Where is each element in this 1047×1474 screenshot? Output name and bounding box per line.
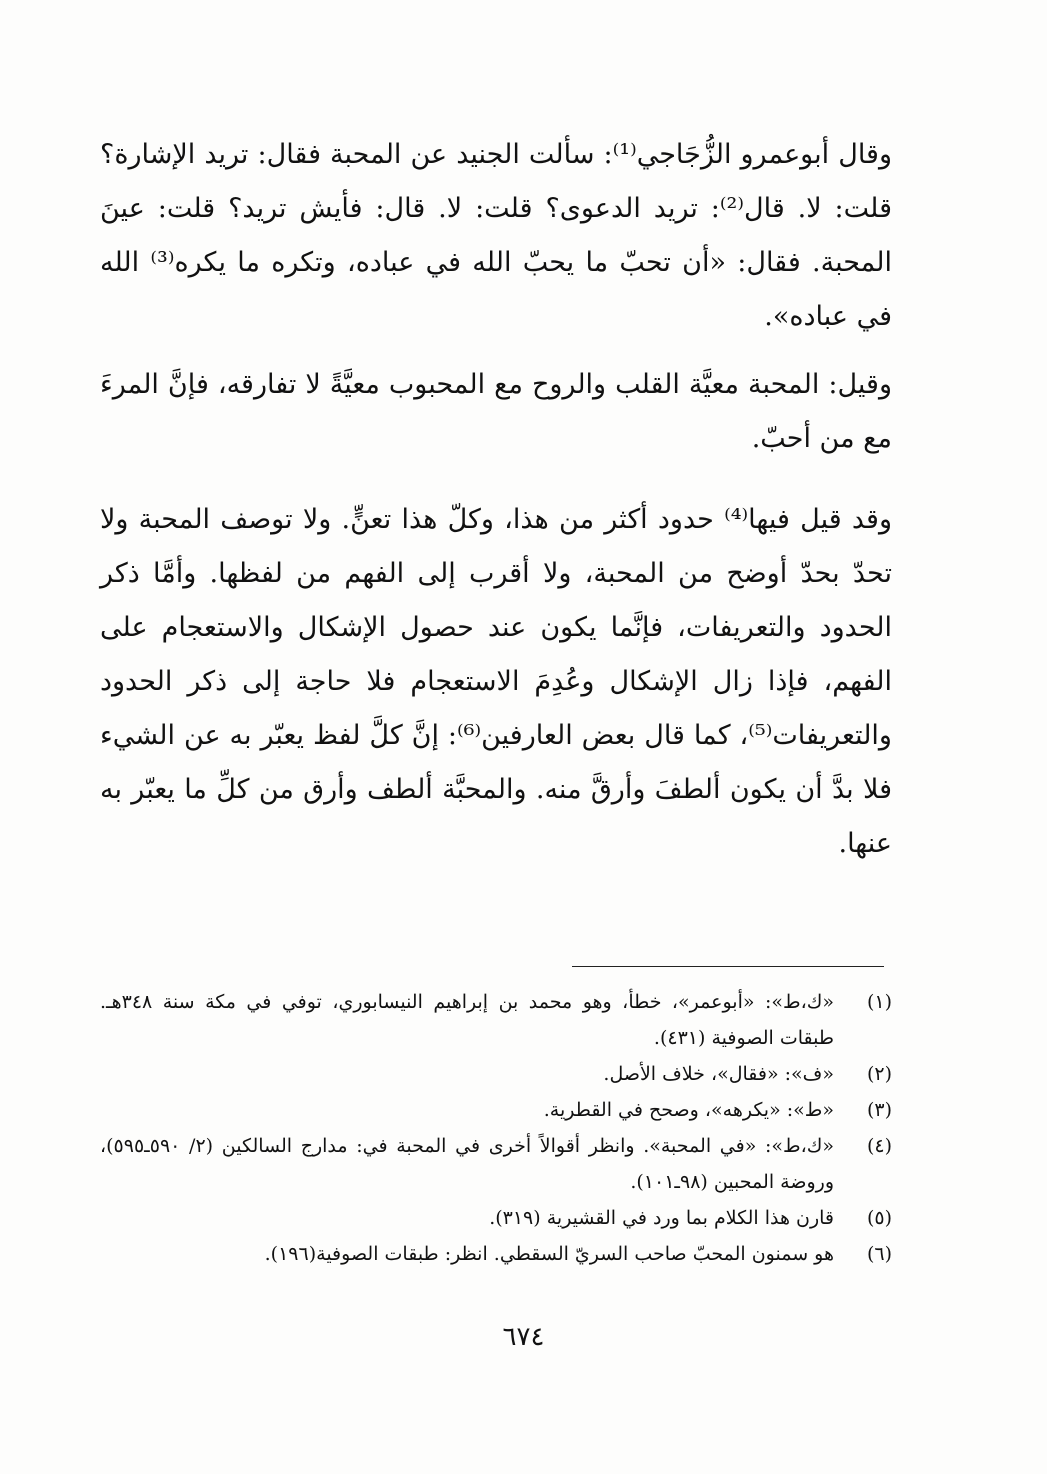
footnote-text: «ط»: «يكرهه»، وصحح في القطرية. bbox=[543, 1099, 834, 1121]
footnote bbox=[100, 1092, 892, 1128]
footnote-separator bbox=[572, 966, 884, 967]
footnote-number: (٦) bbox=[866, 1243, 892, 1265]
page-number: ٦٧٤ bbox=[502, 1322, 545, 1352]
footnote bbox=[100, 1128, 892, 1200]
footnotes bbox=[100, 984, 892, 1272]
paragraph-definitions: وقد قيل فيها⁽⁴⁾ حدود أكثر من هذا، وكلّ هذا تعنٍّ. ولا توصف المحبة ولا تحدّ بحدّ أوضح من المحبة، ولا أقرب إلى الفهم من لفظها. وأمَّا ذكر الحدود والتعريفات، فإنَّما يكون عند حصول الإشكال والاستعجام على الفهم، فإذا زال الإشكال وعُدِمَ الاستعجام فلا حاجة إلى ذكر الحدود والتعريفات⁽⁵⁾، كما قال بعض العارفين⁽⁶⁾: إنَّ كلَّ لفظ يعبّر به عن الشيء فلا بدَّ أن يكون ألطفَ وأرقَّ منه. والمحبَّة ألطف وأرق من كلِّ ما يعبّر به عنها. bbox=[100, 504, 892, 859]
footnote bbox=[100, 1056, 892, 1092]
footnote-text: «ك،ط»: «أبوعمر»، خطأ، وهو محمد بن إبراهيم النيسابوري، توفي في مكة سنة ٣٤٨هـ. طبقات الصوفية (٤٣١). bbox=[100, 991, 834, 1049]
footnote-text: «ف»: «فقال»، خلاف الأصل. bbox=[603, 1063, 834, 1085]
footnote-number: (٢) bbox=[866, 1063, 892, 1085]
footnote bbox=[100, 1200, 892, 1236]
footnote-number: (٤) bbox=[866, 1135, 892, 1157]
paragraph-junayd-love: وقال أبوعمرو الزُّجَاجي⁽¹⁾: سألت الجنيد عن المحبة فقال: تريد الإشارة؟ قلت: لا. قال⁽²⁾: تريد الدعوى؟ قلت: لا. قال: فأيش تريد؟ قلت: عينَ المحبة. فقال: «أن تحبّ ما يحبّ الله في عباده، وتكره ما يكره⁽³⁾ الله في عباده». bbox=[100, 139, 893, 332]
footnote bbox=[100, 984, 892, 1056]
footnote-number: (٣) bbox=[866, 1099, 892, 1121]
footnote-text: «ك،ط»: «في المحبة». وانظر أقوالاً أخرى في المحبة في: مدارج السالكين (٢/ ٥٩٠ـ٥٩٥)، وروضة المحبين (٩٨ـ١٠١). bbox=[100, 1135, 834, 1193]
footnote-number: (١) bbox=[866, 991, 892, 1013]
footnote bbox=[100, 1236, 892, 1272]
footnote-text: هو سمنون المحبّ صاحب السريّ السقطي. انظر: طبقات الصوفية(١٩٦). bbox=[264, 1243, 834, 1265]
paragraph-companionship: وقيل: المحبة معيَّة القلب والروح مع المحبوب معيَّةً لا تفارقه، فإنَّ المرءَ مع من أحبّ. bbox=[100, 369, 892, 454]
footnote-text: قارن هذا الكلام بما ورد في القشيرية (٣١٩). bbox=[489, 1207, 834, 1229]
footnote-number: (٥) bbox=[866, 1207, 892, 1229]
